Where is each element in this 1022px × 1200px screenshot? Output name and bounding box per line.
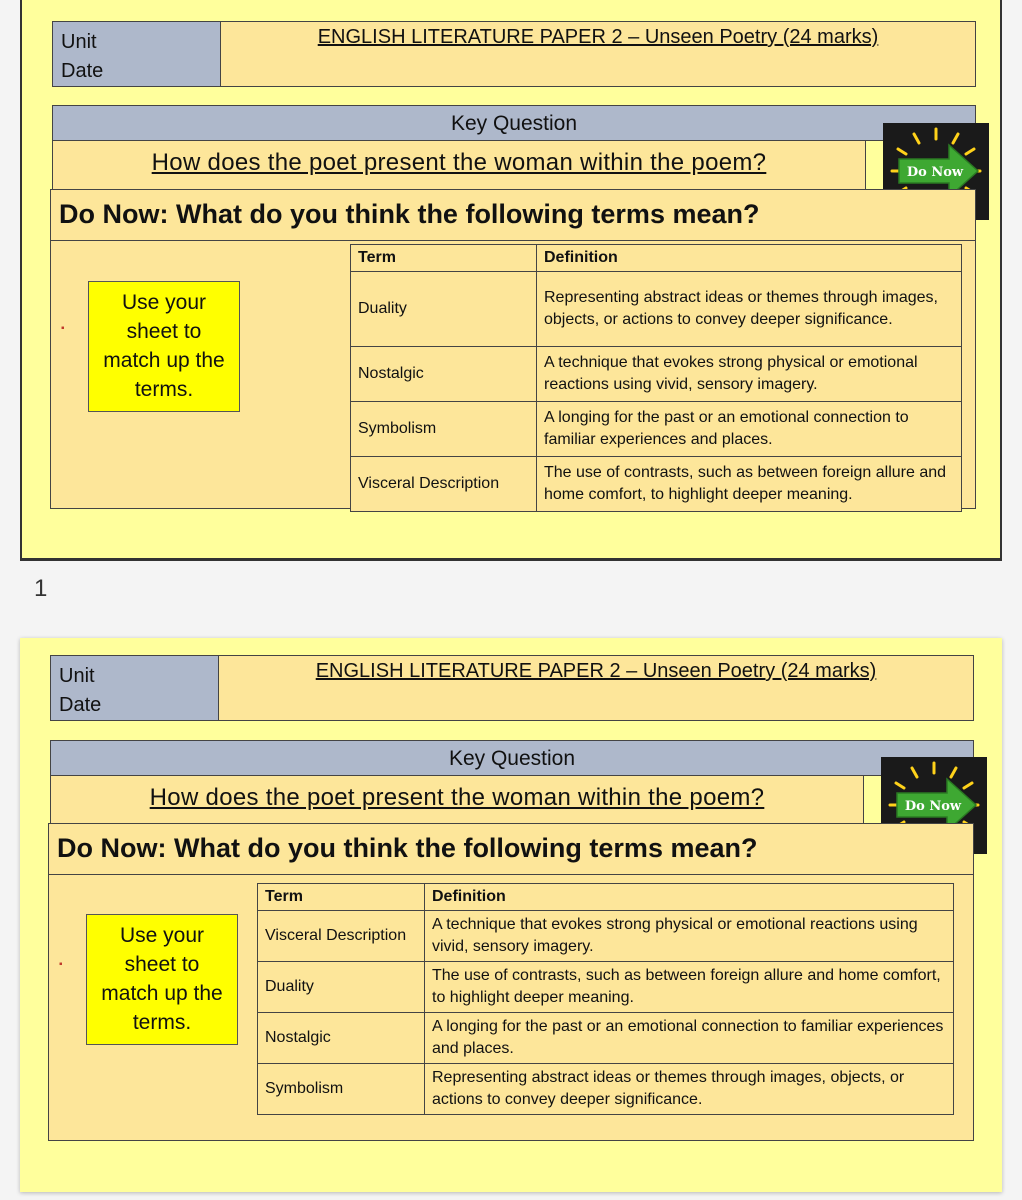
instruction-line: match up the <box>101 982 223 1005</box>
do-now-heading: Do Now: What do you think the following terms mean? <box>50 189 976 241</box>
table-row <box>258 1064 954 1115</box>
table-row <box>351 402 962 457</box>
term-cell: Visceral Description <box>351 457 537 512</box>
definition-cell: A longing for the past or an emotional connection to familiar experiences and places. <box>425 1013 954 1064</box>
date-label: Date <box>61 60 104 82</box>
definition-cell: Representing abstract ideas or themes through images, objects, or actions to convey deeper significance. <box>537 272 962 347</box>
do-now-panel <box>50 241 976 509</box>
instruction-line: terms. <box>134 378 194 401</box>
definition-cell: The use of contrasts, such as between foreign allure and home comfort, to highlight deeper meaning. <box>537 457 962 512</box>
definition-cell: A longing for the past or an emotional connection to familiar experiences and places. <box>537 402 962 457</box>
key-question-box <box>50 776 864 824</box>
table-row <box>351 347 962 402</box>
term-cell: Nostalgic <box>351 347 537 402</box>
terms-table <box>257 883 954 1115</box>
do-now-panel <box>48 875 974 1141</box>
key-question-text: How does the poet present the woman within the poem? <box>149 784 765 811</box>
do-now-icon-label: Do Now <box>906 165 964 180</box>
key-question-label: Key Question <box>52 105 976 141</box>
table-row <box>258 911 954 962</box>
term-cell: Symbolism <box>258 1064 425 1115</box>
key-question-label: Key Question <box>50 740 974 776</box>
page-number: 1 <box>34 575 48 602</box>
table-header-definition: Definition <box>425 884 954 911</box>
slide-1[interactable] <box>20 0 1002 561</box>
unit-date-cell <box>53 22 221 86</box>
unit-label: Unit <box>59 665 95 687</box>
definition-cell: A technique that evokes strong physical or emotional reactions using vivid, sensory imagery. <box>425 911 954 962</box>
do-now-icon-label: Do Now <box>904 799 962 814</box>
instruction-line: terms. <box>132 1011 192 1034</box>
paper-title: ENGLISH LITERATURE PAPER 2 – Unseen Poetry (24 marks) <box>315 660 877 682</box>
table-row <box>351 457 962 512</box>
table-header-definition: Definition <box>537 245 962 272</box>
term-cell: Symbolism <box>351 402 537 457</box>
terms-table <box>350 244 962 512</box>
bullet-marker: ▪ <box>59 959 63 970</box>
instruction-box <box>88 281 240 412</box>
table-row <box>351 272 962 347</box>
definition-cell: The use of contrasts, such as between foreign allure and home comfort, to highlight deeper meaning. <box>425 962 954 1013</box>
slide-2[interactable] <box>20 638 1002 1192</box>
instruction-line: sheet to <box>126 320 202 343</box>
key-question-text: How does the poet present the woman within the poem? <box>151 149 767 176</box>
term-cell: Nostalgic <box>258 1013 425 1064</box>
table-header-row <box>258 884 954 911</box>
table-header-term: Term <box>258 884 425 911</box>
unit-date-cell <box>51 656 219 720</box>
instruction-line: match up the <box>103 349 225 372</box>
unit-label: Unit <box>61 31 97 53</box>
header-row <box>50 655 974 721</box>
bullet-marker: ▪ <box>61 323 65 334</box>
term-cell: Duality <box>351 272 537 347</box>
key-question-box <box>52 141 866 189</box>
instruction-box <box>86 914 238 1045</box>
definition-cell: A technique that evokes strong physical or emotional reactions using vivid, sensory imagery. <box>537 347 962 402</box>
table-row <box>258 962 954 1013</box>
header-row <box>52 21 976 87</box>
instruction-line: Use your <box>121 291 207 314</box>
table-header-row <box>351 245 962 272</box>
paper-title: ENGLISH LITERATURE PAPER 2 – Unseen Poetry (24 marks) <box>317 26 879 48</box>
table-header-term: Term <box>351 245 537 272</box>
date-label: Date <box>59 694 102 716</box>
table-row <box>258 1013 954 1064</box>
instruction-line: sheet to <box>124 953 200 976</box>
definition-cell: Representing abstract ideas or themes through images, objects, or actions to convey deeper significance. <box>425 1064 954 1115</box>
instruction-line: Use your <box>119 924 205 947</box>
term-cell: Duality <box>258 962 425 1013</box>
do-now-heading: Do Now: What do you think the following terms mean? <box>48 823 974 875</box>
term-cell: Visceral Description <box>258 911 425 962</box>
